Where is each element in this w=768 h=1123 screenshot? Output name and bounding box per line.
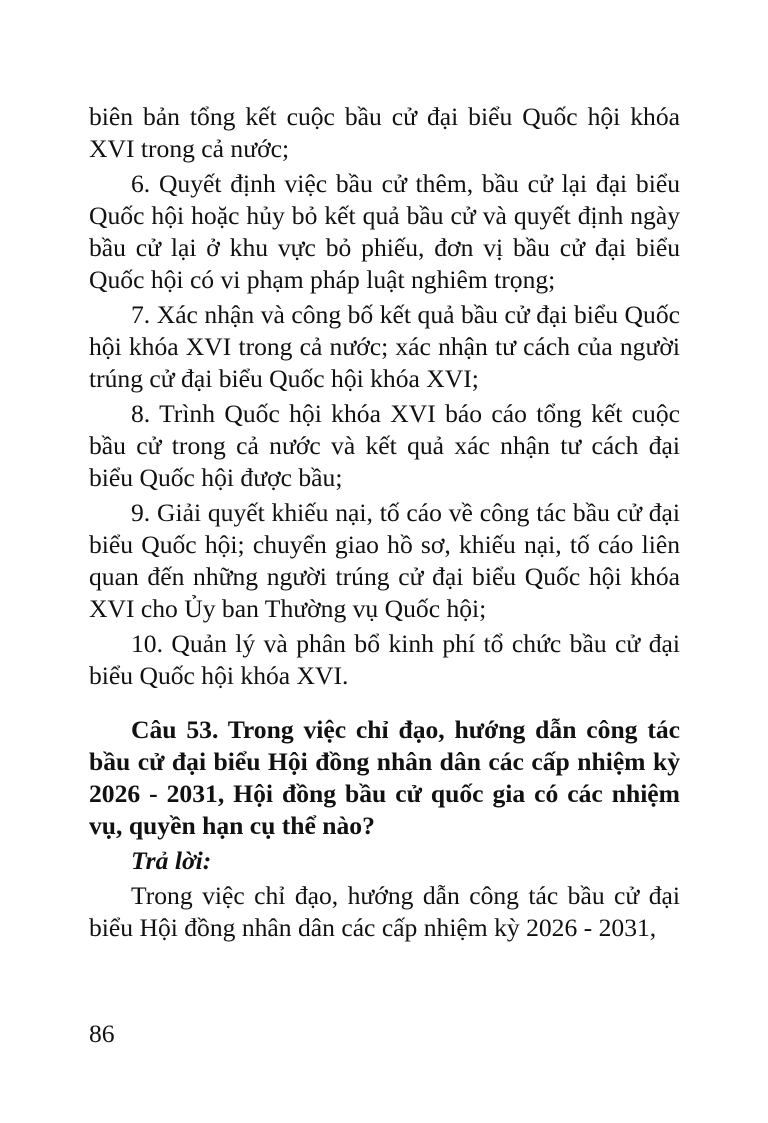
- paragraph-continuation: biên bản tổng kết cuộc bầu cử đại biểu Quốc hội khóa XVI trong cả nước;: [89, 102, 680, 163]
- paragraph-item-7: 7. Xác nhận và công bố kết quả bầu cử đại biểu Quốc hội khóa XVI trong cả nước; xác nhận tư cách của người trúng cử đại biểu Quốc hội khóa XVI;: [89, 300, 680, 393]
- paragraph-item-8: 8. Trình Quốc hội khóa XVI báo cáo tổng kết cuộc bầu cử trong cả nước và kết quả xác nhận tư cách đại biểu Quốc hội được bầu;: [89, 399, 680, 492]
- page-number: 86: [89, 1019, 115, 1048]
- paragraph-item-10: 10. Quản lý và phân bổ kinh phí tổ chức bầu cử đại biểu Quốc hội khóa XVI.: [89, 629, 680, 690]
- paragraph-item-9: 9. Giải quyết khiếu nại, tố cáo về công tác bầu cử đại biểu Quốc hội; chuyển giao hồ sơ, khiếu nại, tố cáo liên quan đến những người trúng cử đại biểu Quốc hội khóa XVI cho Ủy ban Thường vụ Quốc hội;: [89, 498, 680, 623]
- answer-text: Trong việc chỉ đạo, hướng dẫn công tác bầu cử đại biểu Hội đồng nhân dân các cấp nhiệm kỳ 2026 - 2031,: [89, 881, 680, 942]
- body-text: [89, 101, 680, 944]
- answer-label: Trả lời:: [131, 846, 212, 875]
- paragraph-item-6: 6. Quyết định việc bầu cử thêm, bầu cử lại đại biểu Quốc hội hoặc hủy bỏ kết quả bầu cử và quyết định ngày bầu cử lại ở khu vực bỏ phiếu, đơn vị bầu cử đại biểu Quốc hội có vi phạm pháp luật nghiêm trọng;: [89, 169, 680, 294]
- question-heading: Câu 53. Trong việc chỉ đạo, hướng dẫn công tác bầu cử đại biểu Hội đồng nhân dân các cấp nhiệm kỳ 2026 - 2031, Hội đồng bầu cử quốc gia có các nhiệm vụ, quyền hạn cụ thể nào?: [89, 715, 680, 840]
